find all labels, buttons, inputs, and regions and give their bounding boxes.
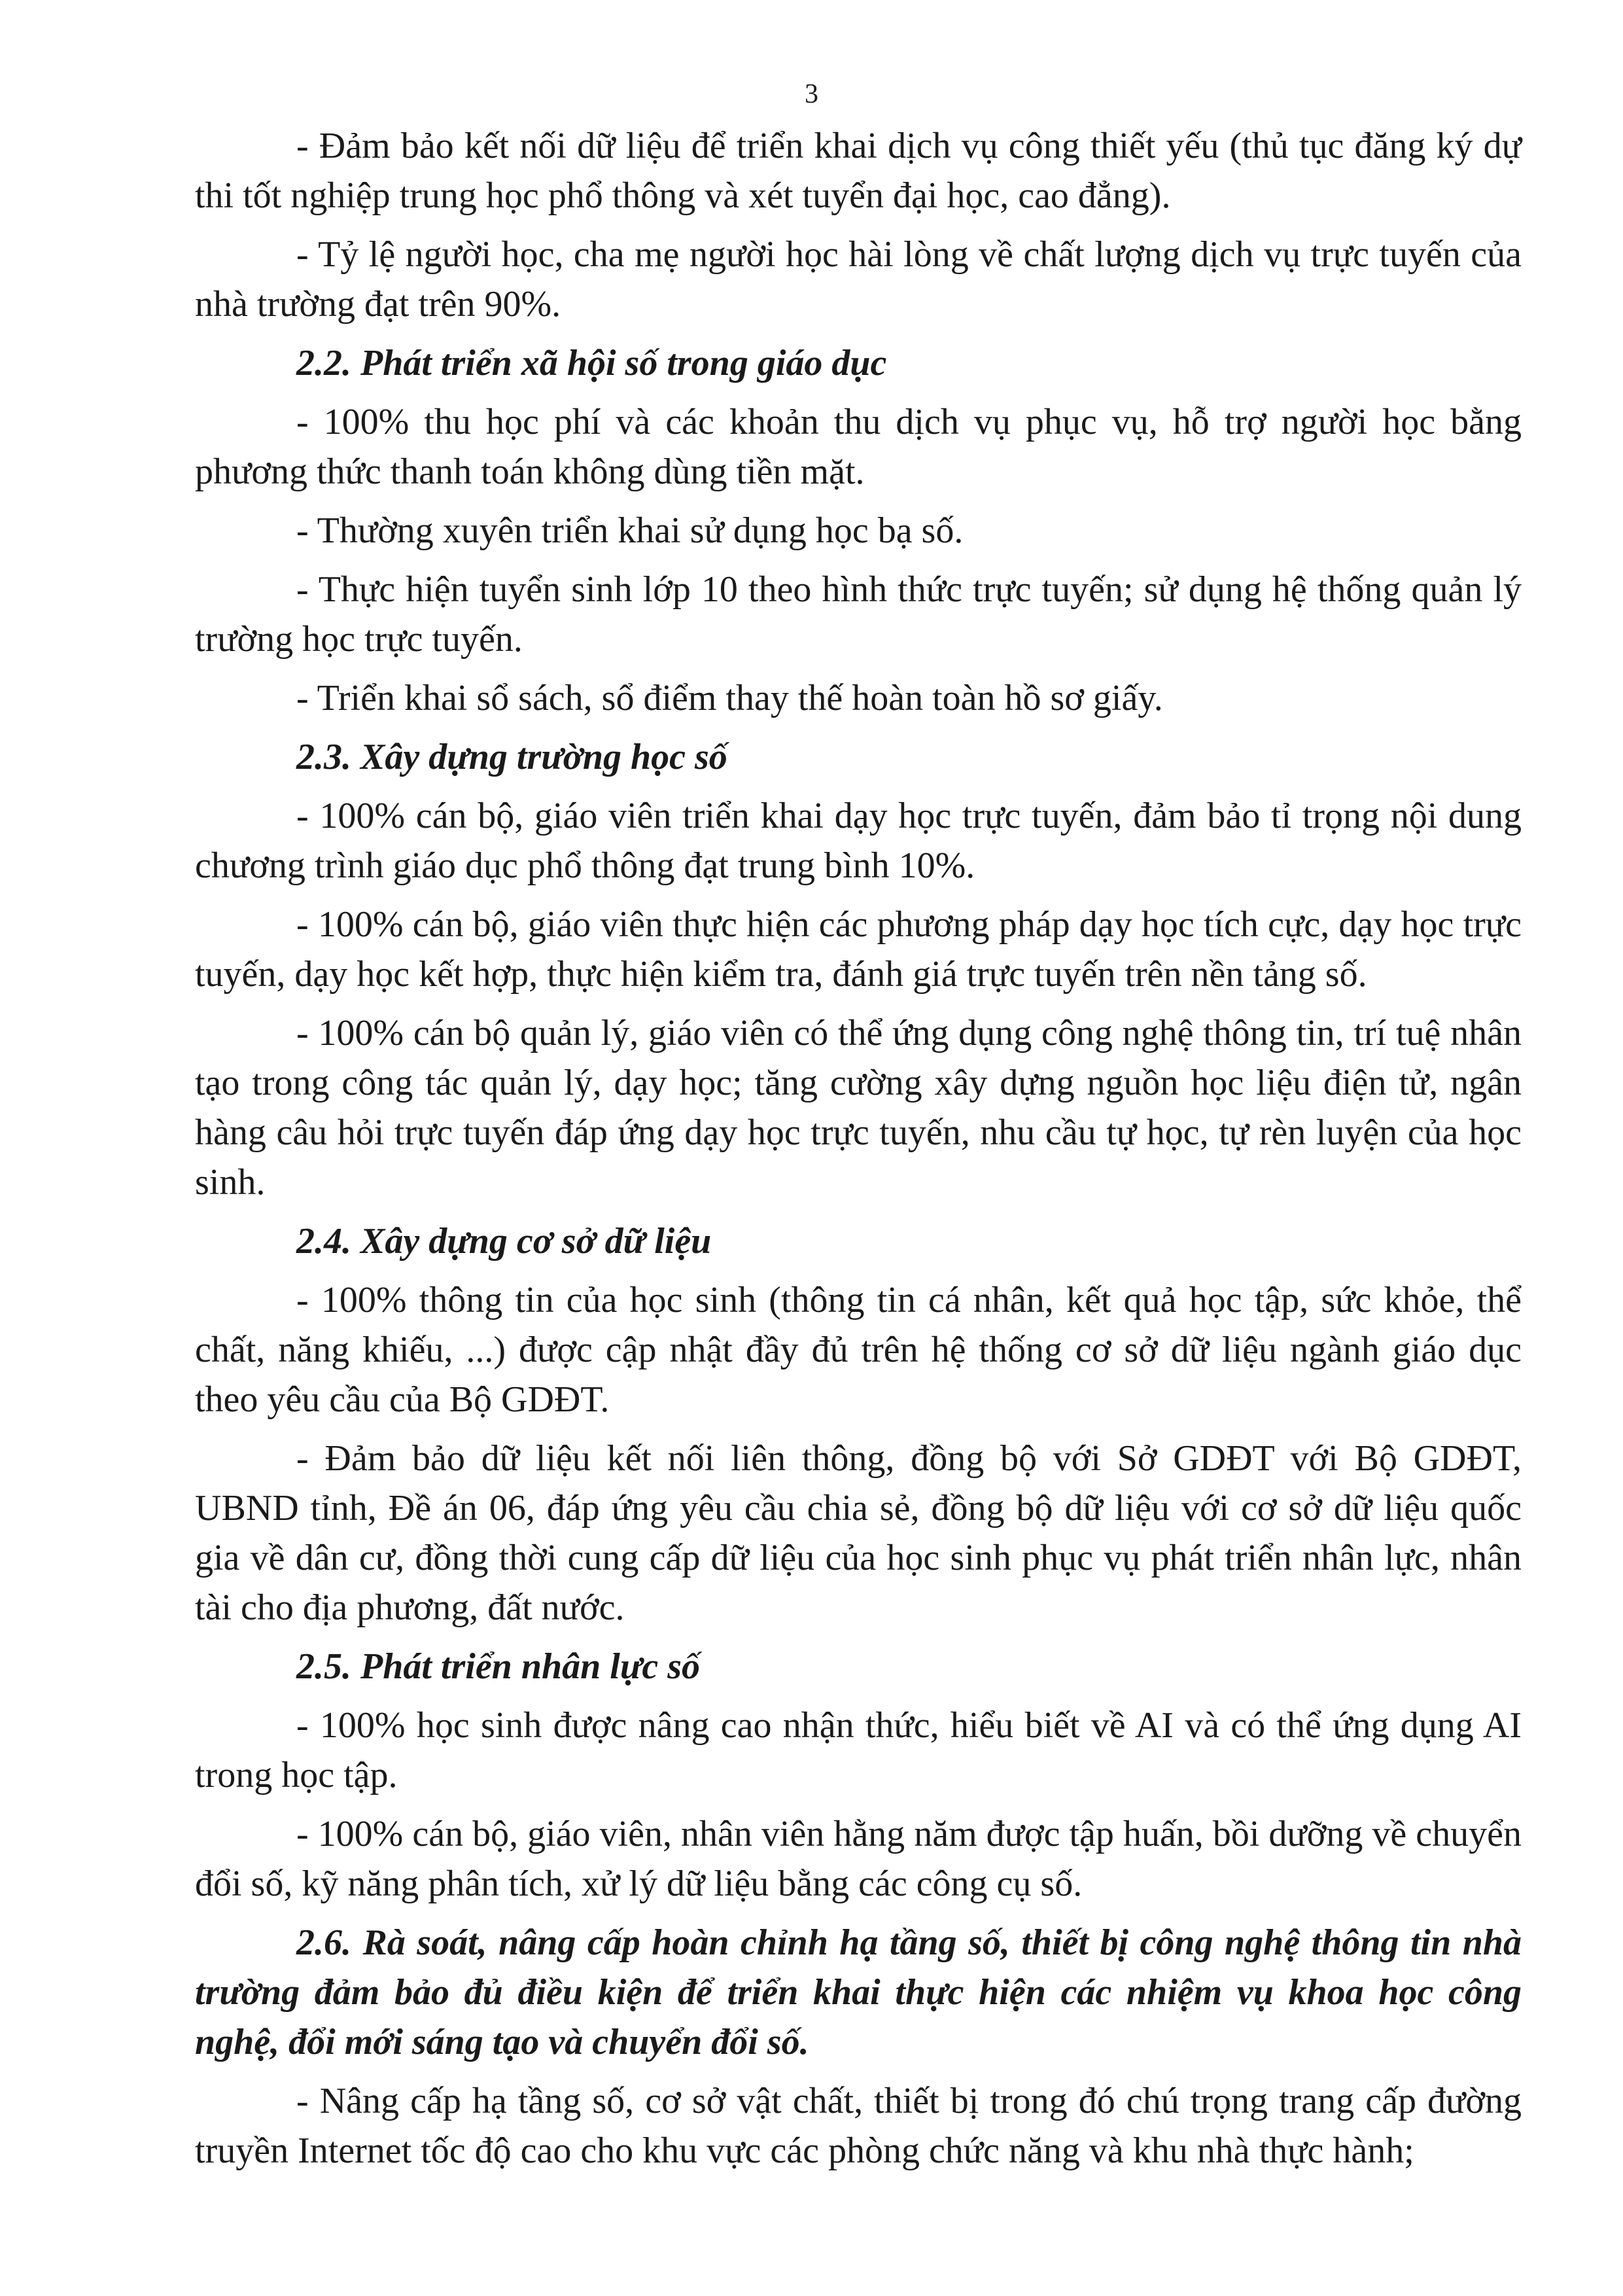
paragraph: - Thường xuyên triển khai sử dụng học bạ số. — [296, 510, 964, 551]
paragraph: - 100% cán bộ quản lý, giáo viên có thể ứng dụng công nghệ thông tin, trí tuệ nhân tạo trong công tác quản lý, dạy học; tăng cường xây dựng nguồn học liệu điện tử, ngân hàng câu hỏi trực tuyến đáp ứng dạy học trực tuyến, nhu cầu tự học, tự rèn luyện của học sinh. — [195, 1013, 1522, 1203]
paragraph: - 100% thu học phí và các khoản thu dịch vụ phục vụ, hỗ trợ người học bằng phương thức thanh toán không dùng tiền mặt. — [195, 402, 1522, 492]
paragraph: - Đảm bảo dữ liệu kết nối liên thông, đồng bộ với Sở GDĐT với Bộ GDĐT, UBND tỉnh, Đề án 06, đáp ứng yêu cầu chia sẻ, đồng bộ dữ liệu với cơ sở dữ liệu quốc gia về dân cư, đồng thời cung cấp dữ liệu của học sinh phục vụ phát triển nhân lực, nhân tài cho địa phương, đất nước. — [195, 1438, 1522, 1628]
section-heading: 2.6. Rà soát, nâng cấp hoàn chỉnh hạ tầng số, thiết bị công nghệ thông tin nhà trường đảm bảo đủ điều kiện để triển khai thực hiện các nhiệm vụ khoa học công nghệ, đổi mới sáng tạo và chuyển đổi số. — [195, 1922, 1522, 2062]
paragraph: - Thực hiện tuyển sinh lớp 10 theo hình thức trực tuyến; sử dụng hệ thống quản lý trường học trực tuyến. — [195, 569, 1522, 660]
section-heading: 2.3. Xây dựng trường học số — [296, 737, 727, 777]
paragraph: - 100% cán bộ, giáo viên thực hiện các phương pháp dạy học tích cực, dạy học trực tuyến, dạy học kết hợp, thực hiện kiểm tra, đánh giá trực tuyến trên nền tảng số. — [195, 904, 1522, 995]
paragraph: - Tỷ lệ người học, cha mẹ người học hài lòng về chất lượng dịch vụ trực tuyến của nhà trường đạt trên 90%. — [195, 234, 1522, 325]
paragraph: - 100% học sinh được nâng cao nhận thức, hiểu biết về AI và có thể ứng dụng AI trong học tập. — [195, 1705, 1522, 1795]
paragraph: - Đảm bảo kết nối dữ liệu để triển khai dịch vụ công thiết yếu (thủ tục đăng ký dự thi tốt nghiệp trung học phổ thông và xét tuyển đại học, cao đẳng). — [195, 126, 1522, 216]
section-heading: 2.5. Phát triển nhân lực số — [296, 1646, 701, 1687]
paragraph: - 100% thông tin của học sinh (thông tin cá nhân, kết quả học tập, sức khỏe, thể chất, năng khiếu, ...) được cập nhật đầy đủ trên hệ thống cơ sở dữ liệu ngành giáo dục theo yêu cầu của Bộ GDĐT. — [195, 1280, 1522, 1420]
page-number: 3 — [805, 79, 818, 109]
document-body — [195, 121, 1522, 2185]
paragraph: - 100% cán bộ, giáo viên triển khai dạy học trực tuyến, đảm bảo tỉ trọng nội dung chương trình giáo dục phổ thông đạt trung bình 10%. — [195, 796, 1522, 886]
paragraph: - Triển khai sổ sách, sổ điểm thay thế hoàn toàn hồ sơ giấy. — [296, 678, 1163, 718]
paragraph: - 100% cán bộ, giáo viên, nhân viên hằng năm được tập huấn, bồi dưỡng về chuyển đổi số, kỹ năng phân tích, xử lý dữ liệu bằng các công cụ số. — [195, 1814, 1522, 1904]
section-heading: 2.4. Xây dựng cơ sở dữ liệu — [296, 1221, 712, 1262]
paragraph: - Nâng cấp hạ tầng số, cơ sở vật chất, thiết bị trong đó chú trọng trang cấp đường truyền Internet tốc độ cao cho khu vực các phòng chức năng và khu nhà thực hành; — [195, 2081, 1522, 2171]
section-heading: 2.2. Phát triển xã hội số trong giáo dục — [296, 343, 887, 383]
